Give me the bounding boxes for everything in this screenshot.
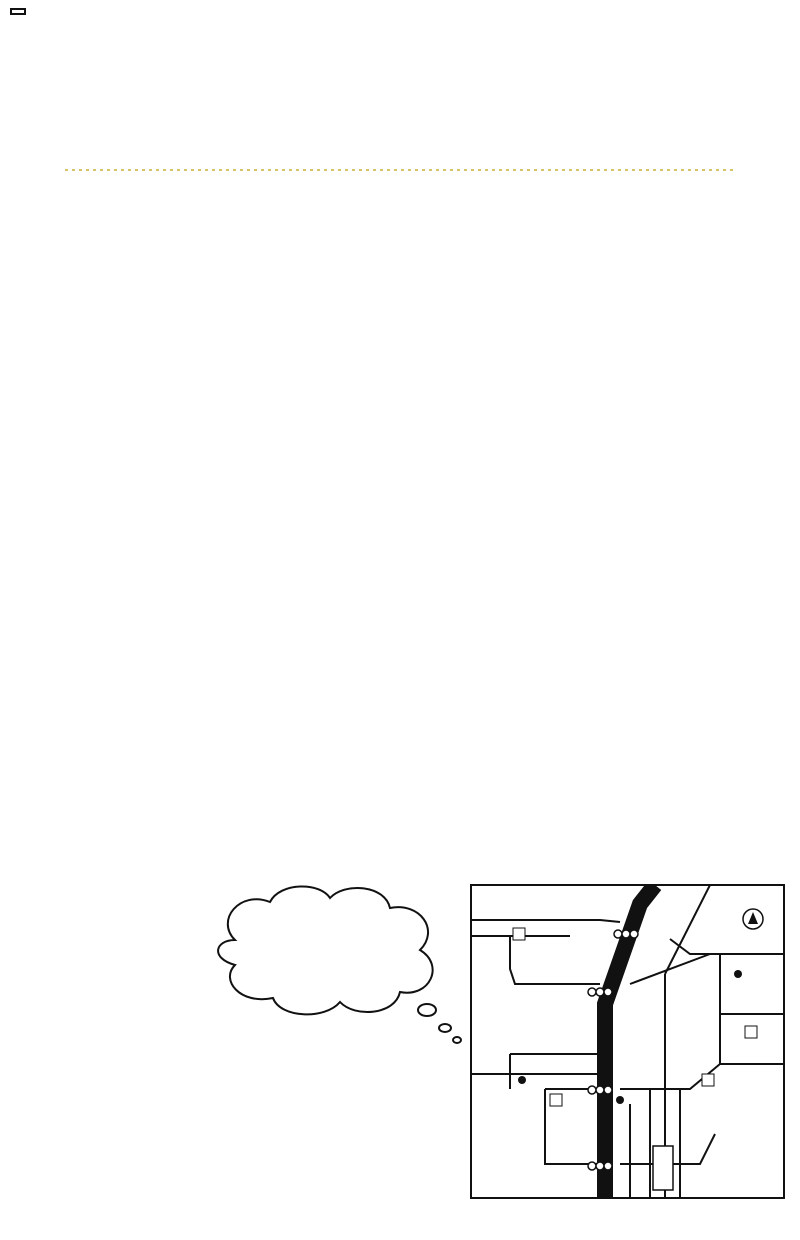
- dot-divider-1: [170, 240, 630, 258]
- dot-divider-2: [160, 540, 640, 558]
- circulation-stamp: [10, 8, 26, 15]
- sprout-decoration-bottom: [0, 1214, 800, 1240]
- sprout-decoration-top: [60, 140, 740, 180]
- area-map: [470, 884, 785, 1199]
- thought-cloud: [195, 880, 465, 1050]
